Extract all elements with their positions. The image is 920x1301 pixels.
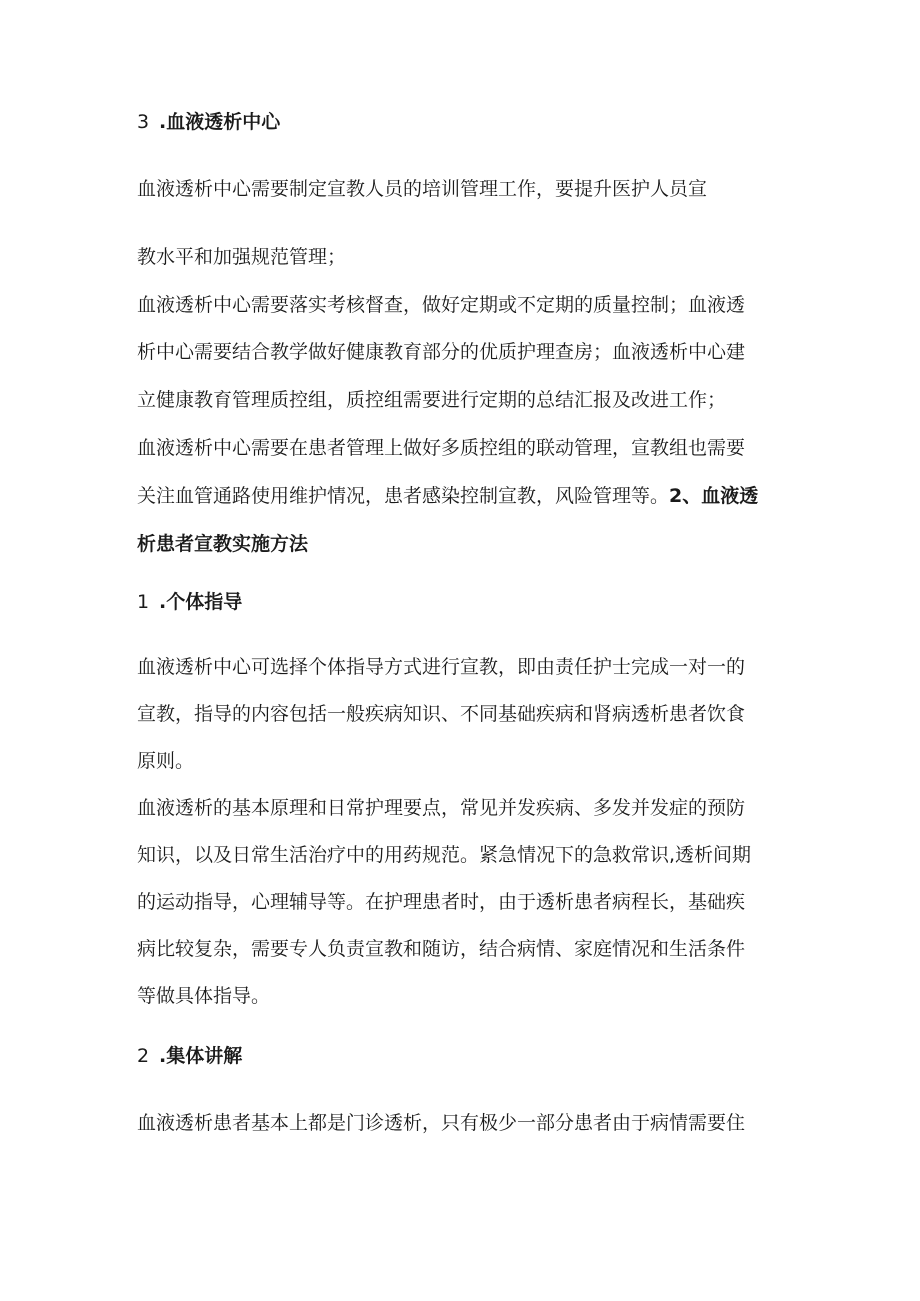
section-1-p2-line2: 知识，以及日常生活治疗中的用药规范。紧急情况下的急救常识,透析间期 <box>137 844 752 866</box>
section-3-number: 3 <box>137 111 150 133</box>
section-1-p1-line3: 原则。 <box>137 750 195 772</box>
section-3-p3-line1: 血液透析中心需要在患者管理上做好多质控组的联动管理，宣教组也需要 <box>137 437 746 459</box>
section-3-p1-line2: 教水平和加强规范管理； <box>137 246 347 268</box>
section-3-title: .血液透析中心 <box>159 111 281 133</box>
section-3-p2-line2: 析中心需要结合教学做好健康教育部分的优质护理查房；血液透析中心建 <box>137 341 746 363</box>
section-1-p1-line2: 宣教，指导的内容包括一般疾病知识、不同基础疾病和肾病透析患者饮食 <box>137 703 746 725</box>
section-2-heading-start: 2、血液透 <box>669 485 759 507</box>
section-3-p3-line2 <box>137 484 758 508</box>
section-2-heading <box>137 1044 242 1068</box>
section-3-p1-line1: 血液透析中心需要制定宣教人员的培训管理工作，要提升医护人员宣 <box>137 178 708 200</box>
section-1-p1-line1: 血液透析中心可选择个体指导方式进行宣教，即由责任护士完成一对一的 <box>137 656 746 678</box>
section-2-heading-end: 析患者宣教实施方法 <box>137 533 309 555</box>
section-2-title: .集体讲解 <box>159 1045 243 1067</box>
section-1-p2-line3: 的运动指导，心理辅导等。在护理患者时，由于透析患者病程长，基础疾 <box>137 891 746 913</box>
section-1-p2-line5: 等做具体指导。 <box>137 985 271 1007</box>
section-3-heading <box>137 110 280 134</box>
section-1-number: 1 <box>137 591 150 613</box>
section-2-number: 2 <box>137 1045 150 1067</box>
section-2-p1-line1: 血液透析患者基本上都是门诊透析，只有极少一部分患者由于病情需要住 <box>137 1112 746 1134</box>
section-1-heading <box>137 590 242 614</box>
section-1-title: .个体指导 <box>159 591 243 613</box>
section-3-p2-line3: 立健康教育管理质控组，质控组需要进行定期的总结汇报及改进工作； <box>137 389 727 411</box>
section-1-p2-line4: 病比较复杂，需要专人负责宣教和随访，结合病情、家庭情况和生活条件 <box>137 938 746 960</box>
section-3-p2-line1: 血液透析中心需要落实考核督查，做好定期或不定期的质量控制；血液透 <box>137 294 746 316</box>
section-3-p3-line2-text: 关注血管通路使用维护情况，患者感染控制宣教，风险管理等。 <box>137 485 670 507</box>
section-1-p2-line1: 血液透析的基本原理和日常护理要点，常见并发疾病、多发并发症的预防 <box>137 797 746 819</box>
